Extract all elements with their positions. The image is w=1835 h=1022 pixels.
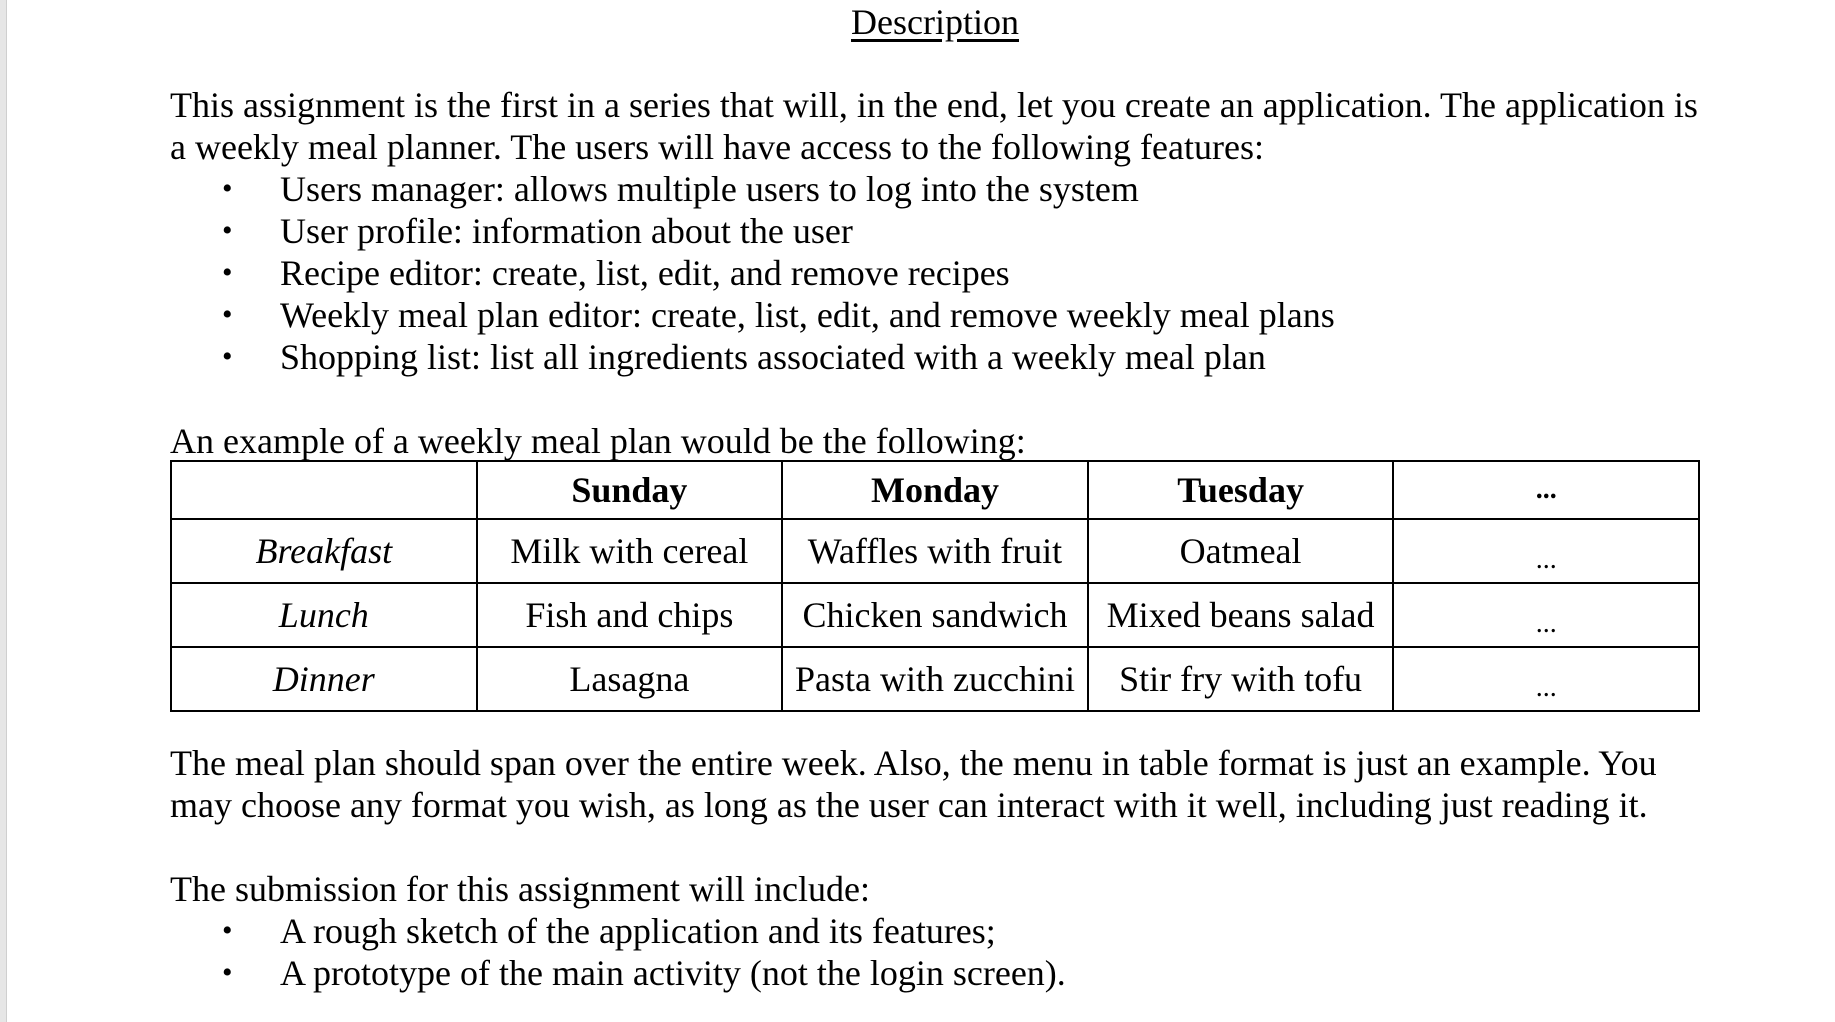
feature-text: Users manager: allows multiple users to log into the system xyxy=(280,169,1139,209)
list-item xyxy=(170,168,1335,210)
list-item xyxy=(170,252,1335,294)
feature-text: Recipe editor: create, list, edit, and remove recipes xyxy=(280,253,1010,293)
list-item xyxy=(170,294,1335,336)
submission-intro: The submission for this assignment will include: xyxy=(170,869,870,909)
submission-text: A prototype of the main activity (not the login screen). xyxy=(280,953,1066,993)
list-item xyxy=(170,910,1066,952)
feature-text: User profile: information about the user xyxy=(280,211,853,251)
table-corner-cell xyxy=(171,461,477,519)
row-label-breakfast: Breakfast xyxy=(171,519,477,583)
bullet-icon: • xyxy=(222,298,233,331)
row-label-dinner: Dinner xyxy=(171,647,477,711)
table-cell: Stir fry with tofu xyxy=(1088,647,1394,711)
table-cell: Chicken sandwich xyxy=(782,583,1088,647)
table-header-row xyxy=(171,461,1699,519)
row-label-lunch: Lunch xyxy=(171,583,477,647)
features-list xyxy=(170,168,1335,378)
table-cell: Mixed beans salad xyxy=(1088,583,1394,647)
table-cell: Oatmeal xyxy=(1088,519,1394,583)
list-item xyxy=(170,336,1335,378)
column-header-tuesday: Tuesday xyxy=(1088,461,1394,519)
closing-paragraph: The meal plan should span over the entire week. Also, the menu in table format is just an example. You may choose any format you wish, as long as the user can interact with it well, including just reading it. xyxy=(170,743,1657,825)
submission-list xyxy=(170,910,1066,994)
table-row xyxy=(171,519,1699,583)
bullet-icon: • xyxy=(222,914,233,947)
table-cell: Pasta with zucchini xyxy=(782,647,1088,711)
feature-text: Shopping list: list all ingredients associated with a weekly meal plan xyxy=(280,337,1266,377)
bullet-icon: • xyxy=(222,340,233,373)
feature-text: Weekly meal plan editor: create, list, edit, and remove weekly meal plans xyxy=(280,295,1335,335)
table-cell: Fish and chips xyxy=(477,583,783,647)
document-title: Description xyxy=(851,2,1019,42)
bullet-icon: • xyxy=(222,172,233,205)
column-header-monday: Monday xyxy=(782,461,1088,519)
bullet-icon: • xyxy=(222,214,233,247)
page-left-border xyxy=(0,0,7,1022)
table-cell-more: ... xyxy=(1393,519,1699,583)
table-cell: Milk with cereal xyxy=(477,519,783,583)
submission-text: A rough sketch of the application and its features; xyxy=(280,911,996,951)
table-row xyxy=(171,583,1699,647)
table-cell-more: ... xyxy=(1393,583,1699,647)
table-row xyxy=(171,647,1699,711)
bullet-icon: • xyxy=(222,256,233,289)
column-header-sunday: Sunday xyxy=(477,461,783,519)
table-cell: Lasagna xyxy=(477,647,783,711)
intro-paragraph: This assignment is the first in a series that will, in the end, let you create an application. The application is a weekly meal planner. The users will have access to the following features: xyxy=(170,85,1698,167)
list-item xyxy=(170,952,1066,994)
meal-plan-table xyxy=(170,460,1700,712)
example-intro: An example of a weekly meal plan would be the following: xyxy=(170,421,1026,461)
bullet-icon: • xyxy=(222,956,233,989)
table-cell: Waffles with fruit xyxy=(782,519,1088,583)
table-cell-more: ... xyxy=(1393,647,1699,711)
list-item xyxy=(170,210,1335,252)
column-header-more: ... xyxy=(1393,461,1699,519)
